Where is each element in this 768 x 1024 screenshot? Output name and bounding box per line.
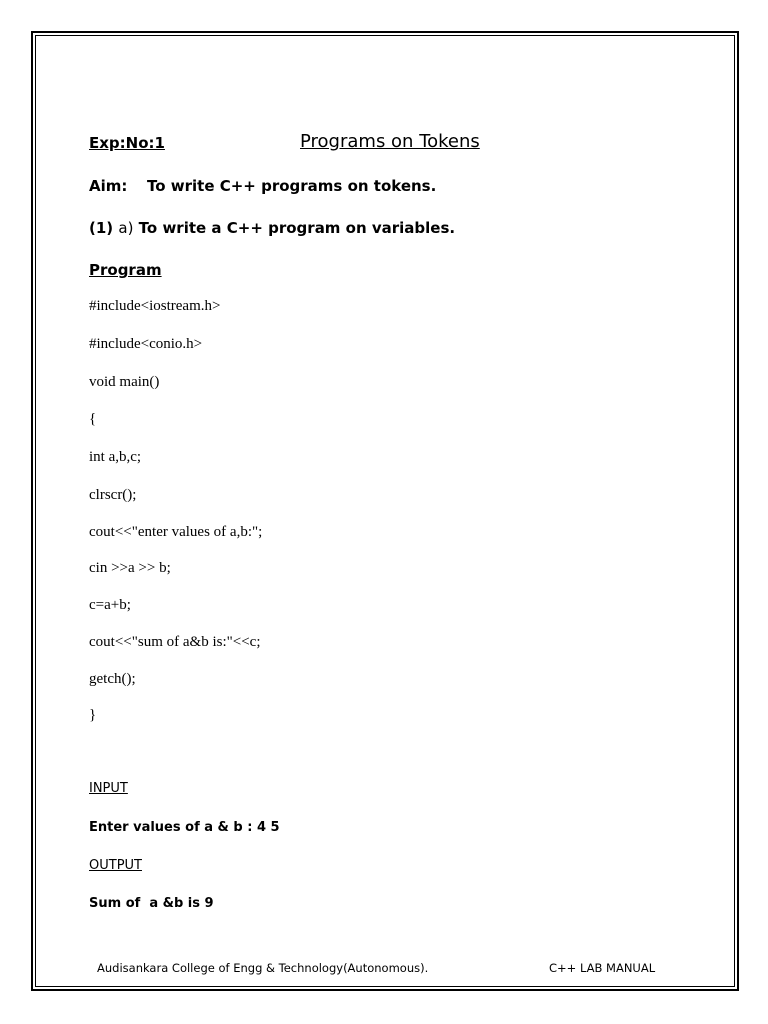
subtask-letter: a): [118, 219, 134, 237]
page-title: Programs on Tokens: [300, 131, 480, 152]
subtask-number: (1): [89, 219, 114, 237]
aim-label: Aim:: [89, 177, 128, 195]
subtask-text: To write a C++ program on variables.: [138, 219, 456, 237]
code-line: void main(): [89, 374, 160, 390]
code-line: clrscr();: [89, 487, 137, 503]
output-heading: OUTPUT: [89, 858, 142, 873]
code-line: getch();: [89, 671, 136, 687]
aim-line: [89, 177, 436, 195]
code-line: cin >>a >> b;: [89, 560, 171, 576]
code-line: #include<conio.h>: [89, 336, 203, 352]
program-heading: Program: [89, 261, 162, 279]
exp-number: Exp:No:1: [89, 134, 165, 152]
code-line: }: [89, 707, 97, 723]
code-line: cout<<"enter values of a,b:";: [89, 524, 263, 540]
aim-text: To write C++ programs on tokens.: [147, 177, 437, 195]
code-line: c=a+b;: [89, 597, 131, 613]
code-line: int a,b,c;: [89, 449, 142, 465]
input-heading: INPUT: [89, 781, 128, 796]
subtask-line: [89, 219, 455, 237]
footer-college: Audisankara College of Engg & Technology(Autonomous).: [97, 961, 429, 975]
input-text: Enter values of a & b : 4 5: [89, 820, 280, 835]
output-text: Sum of a &b is 9: [89, 896, 214, 911]
code-line: {: [89, 411, 97, 427]
footer-manual: C++ LAB MANUAL: [549, 961, 656, 975]
code-line: #include<iostream.h>: [89, 298, 221, 314]
code-line: cout<<"sum of a&b is:"<<c;: [89, 634, 261, 650]
